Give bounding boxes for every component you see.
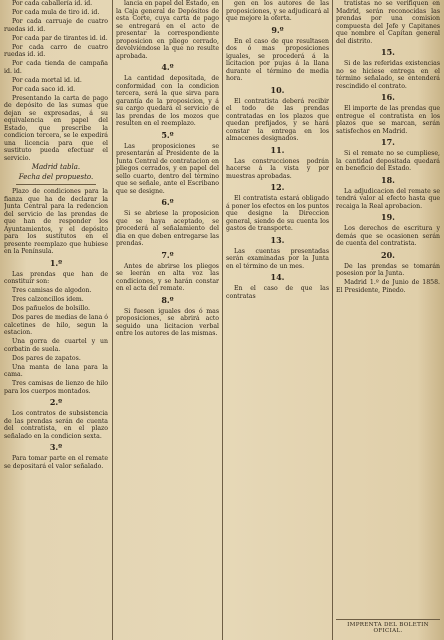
paragraph: Tres camisas de lienzo de hilo para los cuerpos montados. <box>4 380 108 395</box>
section-heading: Madrid tabla. <box>31 163 81 171</box>
paragraph: De las prendas se tomarán posesion por la Junta. <box>336 262 440 277</box>
paragraph: gen en los autores de las proposiciones, y se adjudicará al que mejore la oferta. <box>226 0 329 22</box>
article-number: 17. <box>381 137 395 147</box>
paragraph: El contratista deberá recibir el todo de las prendas contratadas en los plazos que quedan prefijados, y se hará constar la entrega en los almacenes designados. <box>226 97 329 142</box>
paragraph: Por cada mortal id. id. <box>12 76 82 84</box>
printer-footer: IMPRENTA DEL BOLETIN OFICIAL. <box>336 619 440 634</box>
paragraph: Dos pares de medias de lana ó calcetines de hilo, segun la estacion. <box>4 314 108 336</box>
paragraph: Antes de abrirse los pliegos se leerán en alta voz las condiciones, y se harán constar en el acta del remate. <box>116 262 219 292</box>
column-3 <box>226 0 329 640</box>
paragraph: Una manta de lana para la cama. <box>4 363 108 378</box>
paragraph: Dos pares de zapatos. <box>12 354 81 362</box>
paragraph: Madrid 1.º de Junio de 1858. El Presidente, Pinedo. <box>336 279 440 294</box>
paragraph: La cantidad depositada, de conformidad con la condicion tercera, será la que sirva para garantía de la proposicion, y á su cargo quedará el servicio de las prendas de los mozos que resulten en el reemplazo. <box>116 75 219 127</box>
paragraph: tratistas no se verifiquen en Madrid, serán reconocidas las prendas por una comision compuesta del Jefe y Capitanes que nombre el Capitan general del distrito. <box>336 0 440 45</box>
paragraph: Por cada par de tirantes id. id. <box>12 34 108 42</box>
column-rule <box>222 0 223 640</box>
paragraph: En el caso de que las contratas <box>226 285 329 300</box>
article-number: 16. <box>381 92 395 102</box>
paragraph: Una gorra de cuartel y un corbatin de suela. <box>4 338 108 353</box>
paragraph: Tres camisas de algodon. <box>12 287 92 294</box>
paragraph: El contratista estará obligado á poner los efectos en los puntos que designe la Direccion general, siendo de su cuenta los gastos de transporte. <box>226 195 329 232</box>
paragraph: Plazo de condiciones para la fianza que ha de declarar la Junta Central para la redencion del servicio de las prendas de que han de responder los Ayuntamientos, y el depósito para los sustitutos en el presente reemplazo que hubiese en la Península. <box>4 188 108 255</box>
article-number: 10. <box>270 84 285 95</box>
paragraph: Por cada carruaje de cuatro ruedas id. id. <box>4 18 108 33</box>
paragraph: Los derechos de escritura y demás que se ocasionen serán de cuenta del contratista. <box>336 225 440 247</box>
column-rule <box>332 0 333 640</box>
article-number: 18. <box>381 174 395 185</box>
paragraph: Las proposiciones se presentarán al Presidente de la Junta Central de contratacion en pliegos cerrados, y en papel del sello cuarto, dentro del término que se señale, ante el Escribano que se designe. <box>116 142 219 195</box>
section-divider <box>16 184 96 185</box>
column-2 <box>116 0 219 640</box>
paragraph: Si de las referidas existencias no se hiciese entrega en el término señalado, se entenderá rescindido el contrato. <box>336 60 440 90</box>
paragraph: Los contratos de subsistencia de las prendas serán de cuenta del contratista, en el plazo señalado en la condicion sexta. <box>4 410 108 440</box>
article-number: 3.º <box>49 442 63 452</box>
article-number: 20. <box>381 249 395 260</box>
article-number: 1.º <box>49 257 63 268</box>
article-number: 13. <box>270 234 285 245</box>
article-number: 2.º <box>49 397 63 407</box>
paragraph: Las construcciones podrán hacerse á la vista y por muestras aprobadas. <box>226 157 329 180</box>
article-number: 14. <box>270 272 285 282</box>
column-4 <box>336 0 440 640</box>
paragraph: La adjudicacion del remate se tendrá valor al efecto hasta que recaiga la Real aprobacion. <box>336 187 440 210</box>
article-number: 7.º <box>161 249 174 260</box>
article-number: 12. <box>270 182 285 192</box>
paragraph: Por cada carro de cuatro ruedas id. id. <box>4 43 108 58</box>
article-number: 19. <box>381 212 395 222</box>
column-1 <box>4 0 108 640</box>
article-number: 6.º <box>161 197 174 207</box>
article-number: 8.º <box>161 294 174 305</box>
section-heading: Fecha del propuesto. <box>18 172 94 181</box>
paragraph: Dos pañuelos de bolsillo. <box>12 305 90 312</box>
paragraph: Presentando la carta de pago de depósito de las sumas que dejan se expresadas, á su equivalencia en papel del Estado, que prescribe la condicion tercera, se le expedirá una licencia para que el sustituto pueda efectuar el servicio. <box>4 94 108 162</box>
paragraph: lancia en papel del Estado, en la Caja general de Depósitos de esta Corte, cuya carta de pago se entregará en el acto de presentar la correspondiente proposicion en pliego cerrado, devolviéndose la que no resulte aprobada. <box>116 0 219 60</box>
paragraph: Tres calzoncillos idem. <box>12 296 84 303</box>
paragraph: Si se abriese la proposicion que se haya aceptado, se procederá al señalamiento del dia en que deben entregarse las prendas. <box>116 210 219 247</box>
article-number: 11. <box>270 144 285 155</box>
paragraph: Las prendas que han de constituir son: <box>4 270 108 285</box>
article-number: 9.º <box>271 24 284 35</box>
paragraph: Por cada saco id. id. <box>12 85 76 93</box>
article-number: 5.º <box>161 129 174 140</box>
paragraph: Las cuentas presentadas serán examinadas por la Junta en el término de un mes. <box>226 247 329 270</box>
paragraph: Por cada caballería id. id. <box>12 0 93 7</box>
column-rule <box>112 0 113 640</box>
article-number: 4.º <box>161 62 174 72</box>
paragraph: Para tomar parte en el remate se depositará el valor señalado. <box>4 455 108 470</box>
paragraph: En el caso de que resultasen dos ó mas proposiciones iguales, se procederá á la licitacion por pujas á la llana durante el término de media hora. <box>226 37 329 82</box>
paragraph: Si fuesen iguales dos ó mas proposiciones, se abrirá acto seguido una licitacion verbal entre los autores de las mismas. <box>116 307 219 337</box>
paragraph: Por cada mula de tiro id. id. <box>12 9 100 16</box>
paragraph: Por cada tienda de campaña id. id. <box>4 60 108 75</box>
paragraph: El importe de las prendas que entregue el contratista en los plazos que se marcan, serán satisfechos en Madrid. <box>336 105 440 135</box>
paragraph: Si el remate no se cumpliese, la cantidad depositada quedará en beneficio del Estado. <box>336 150 440 172</box>
article-number: 15. <box>381 47 395 57</box>
